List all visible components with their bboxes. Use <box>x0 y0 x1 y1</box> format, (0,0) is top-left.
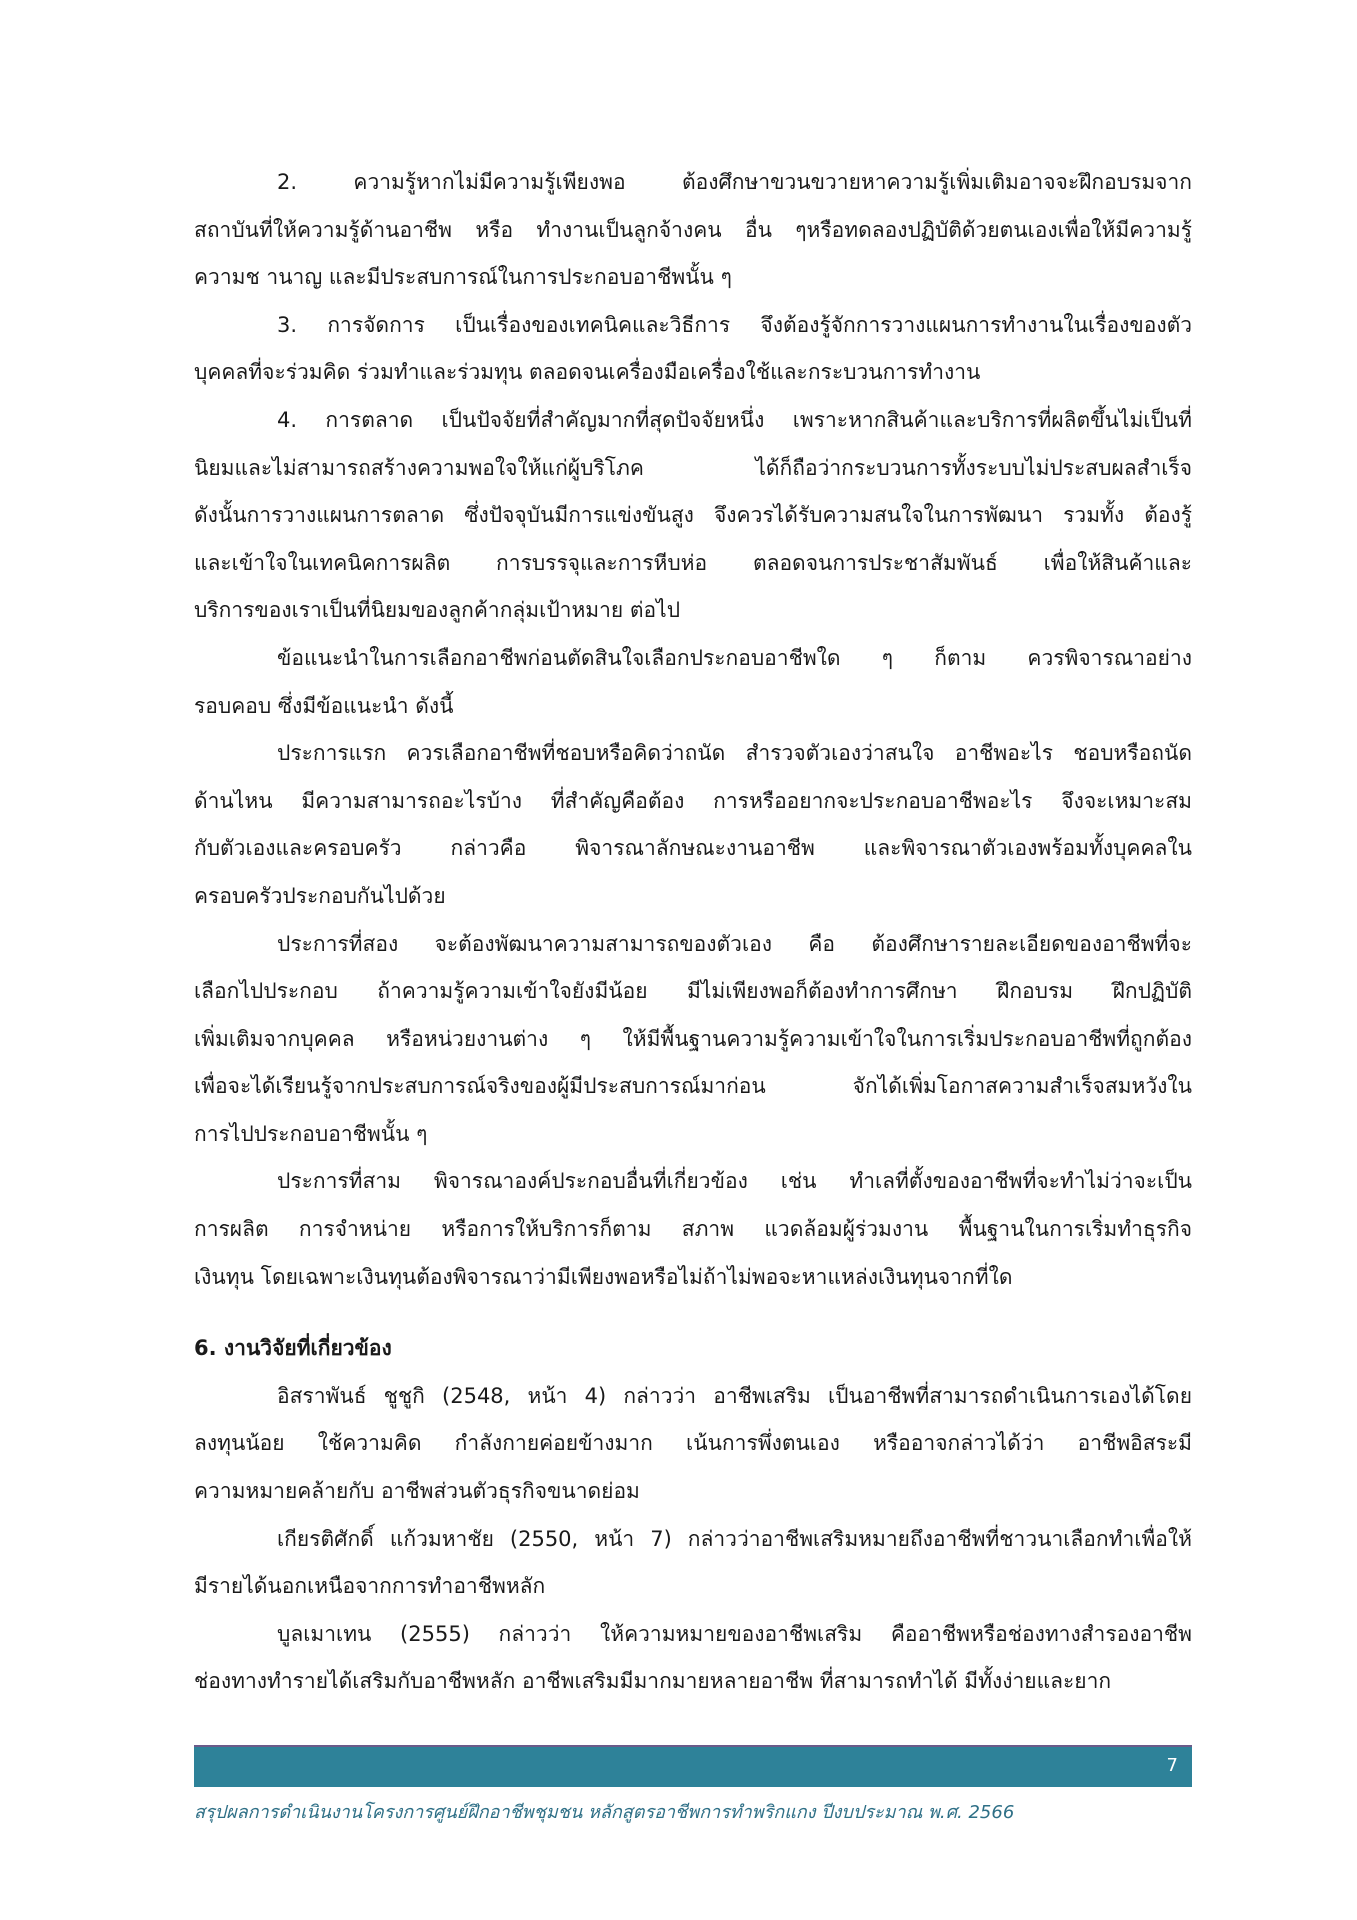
text-line: บุคคลที่จะร่วมคิด ร่วมทำและร่วมทุน ตลอดจนเครื่องมือเครื่องใช้และกระบวนการทำงาน <box>194 360 981 385</box>
running-title: สรุปผลการดำเนินงานโครงการศูนย์ฝึกอาชีพชุมชน หลักสูตรอาชีพการทำพริกแกง ปีงบประมาณ พ.ศ. 2566 <box>194 1802 1015 1823</box>
text-line: การไปประกอบอาชีพนั้น ๆ <box>194 1121 428 1146</box>
body-paragraphs <box>194 159 1192 1301</box>
text-line: เพื่อจะได้เรียนรู้จากประสบการณ์จริงของผู้มีประสบการณ์มาก่อน จักได้เพิ่มโอกาสความสำเร็จสมหวังใน <box>194 1074 1192 1099</box>
paragraph <box>194 397 1192 635</box>
paragraph <box>194 1158 1192 1301</box>
text-line: กับตัวเองและครอบครัว กล่าวคือ พิจารณาลักษณะงานอาชีพ และพิจารณาตัวเองพร้อมทั้งบุคคลใน <box>194 836 1192 861</box>
text-line: อิสราพันธ์ ชูชูกิ (2548, หน้า 4) กล่าวว่า อาชีพเสริม เป็นอาชีพที่สามารถดำเนินการเองได้โดย <box>277 1383 1192 1408</box>
paragraph <box>194 1611 1192 1706</box>
text-line: ข้อแนะนำในการเลือกอาชีพก่อนตัดสินใจเลือกประกอบอาชีพใด ๆ ก็ตาม ควรพิจารณาอย่าง <box>277 645 1192 670</box>
text-line: การผลิต การจำหน่าย หรือการให้บริการก็ตาม สภาพ แวดล้อมผู้ร่วมงาน พื้นฐานในการเริ่มทำธุรกิจ <box>194 1217 1192 1242</box>
text-line: ด้านไหน มีความสามารถอะไรบ้าง ที่สำคัญคือต้อง การหรืออยากจะประกอบอาชีพอะไร จึงจะเหมาะสม <box>194 788 1192 813</box>
footer-bar <box>194 1745 1192 1787</box>
paragraph <box>194 1373 1192 1516</box>
paragraph <box>194 159 1192 302</box>
text-line: สถาบันที่ให้ความรู้ด้านอาชีพ หรือ ทำงานเป็นลูกจ้างคน อื่น ๆหรือทดลองปฏิบัติด้วยตนเองเพื่อให้มีความรู้ <box>194 217 1192 242</box>
paragraph <box>194 635 1192 730</box>
text-line: บูลเมาเทน (2555) กล่าวว่า ให้ความหมายของอาชีพเสริม คืออาชีพหรือช่องทางสำรองอาชีพ <box>277 1621 1192 1646</box>
text-line: มีรายได้นอกเหนือจากการทำอาชีพหลัก <box>194 1574 546 1599</box>
text-line: รอบคอบ ซึ่งมีข้อแนะนำ ดังนี้ <box>194 693 454 718</box>
text-line: ความช านาญ และมีประสบการณ์ในการประกอบอาชีพนั้น ๆ <box>194 265 732 290</box>
document-body <box>194 159 1192 1706</box>
page-number: 7 <box>1166 1755 1178 1776</box>
text-line: เพิ่มเติมจากบุคคล หรือหน่วยงานต่าง ๆ ให้มีพื้นฐานความรู้ความเข้าใจในการเริ่มประกอบอาชีพที่ถูกต้อง <box>194 1026 1192 1051</box>
text-line: 3. การจัดการ เป็นเรื่องของเทคนิคและวิธีการ จึงต้องรู้จักการวางแผนการทำงานในเรื่องของตัว <box>277 312 1192 337</box>
text-line: ดังนั้นการวางแผนการตลาด ซึ่งปัจจุบันมีการแข่งขันสูง จึงควรได้รับความสนใจในการพัฒนา รวมทั้ง ต้องรู้ <box>194 503 1192 528</box>
text-line: นิยมและไม่สามารถสร้างความพอใจให้แก่ผู้บริโภค ได้ก็ถือว่ากระบวนการทั้งระบบไม่ประสบผลสำเร็จ <box>194 455 1192 480</box>
text-line: บริการของเราเป็นที่นิยมของลูกค้ากลุ่มเป้าหมาย ต่อไป <box>194 598 681 623</box>
text-line: เงินทุน โดยเฉพาะเงินทุนต้องพิจารณาว่ามีเพียงพอหรือไม่ถ้าไม่พอจะหาแหล่งเงินทุนจากที่ใด <box>194 1264 1013 1289</box>
text-line: ครอบครัวประกอบกันไปด้วย <box>194 883 446 908</box>
paragraph <box>194 302 1192 397</box>
section-heading: 6. งานวิจัยที่เกี่ยวข้อง <box>194 1336 392 1361</box>
text-line: เกียรติศักดิ์ แก้วมหาชัย (2550, หน้า 7) กล่าวว่าอาชีพเสริมหมายถึงอาชีพที่ชาวนาเลือกทำเพื่อให้ <box>277 1526 1192 1551</box>
text-line: ความหมายคล้ายกับ อาชีพส่วนตัวธุรกิจขนาดย่อม <box>194 1479 640 1504</box>
text-line: เลือกไปประกอบ ถ้าความรู้ความเข้าใจยังมีน้อย มีไม่เพียงพอก็ต้องทำการศึกษา ฝึกอบรม ฝึกปฏิบัติ <box>194 979 1192 1004</box>
text-line: และเข้าใจในเทคนิคการผลิต การบรรจุและการหีบห่อ ตลอดจนการประชาสัมพันธ์ เพื่อให้สินค้าและ <box>194 550 1192 575</box>
text-line: ประการที่สาม พิจารณาองค์ประกอบอื่นที่เกี่ยวข้อง เช่น ทำเลที่ตั้งของอาชีพที่จะทำไม่ว่าจะเป็น <box>277 1169 1192 1194</box>
text-line: 4. การตลาด เป็นปัจจัยที่สำคัญมากที่สุดปัจจัยหนึ่ง เพราะหากสินค้าและบริการที่ผลิตขึ้นไม่เป็นที่ <box>277 407 1192 432</box>
paragraph <box>194 921 1192 1159</box>
paragraph <box>194 730 1192 920</box>
text-line: ประการแรก ควรเลือกอาชีพที่ชอบหรือคิดว่าถนัด สำรวจตัวเองว่าสนใจ อาชีพอะไร ชอบหรือถนัด <box>277 741 1192 766</box>
text-line: ประการที่สอง จะต้องพัฒนาความสามารถของตัวเอง คือ ต้องศึกษารายละเอียดของอาชีพที่จะ <box>277 931 1192 956</box>
paragraph <box>194 1516 1192 1611</box>
research-paragraphs <box>194 1373 1192 1706</box>
text-line: 2. ความรู้หากไม่มีความรู้เพียงพอ ต้องศึกษาขวนขวายหาความรู้เพิ่มเติมอาจจะฝึกอบรมจาก <box>277 170 1192 194</box>
text-line: ช่องทางทำรายได้เสริมกับอาชีพหลัก อาชีพเสริมมีมากมายหลายอาชีพ ที่สามารถทำได้ มีทั้งง่ายและยาก <box>194 1669 1112 1694</box>
text-line: ลงทุนน้อย ใช้ความคิด กำลังกายค่อยข้างมาก เน้นการพึ่งตนเอง หรืออาจกล่าวได้ว่า อาชีพอิสระมี <box>194 1431 1192 1456</box>
